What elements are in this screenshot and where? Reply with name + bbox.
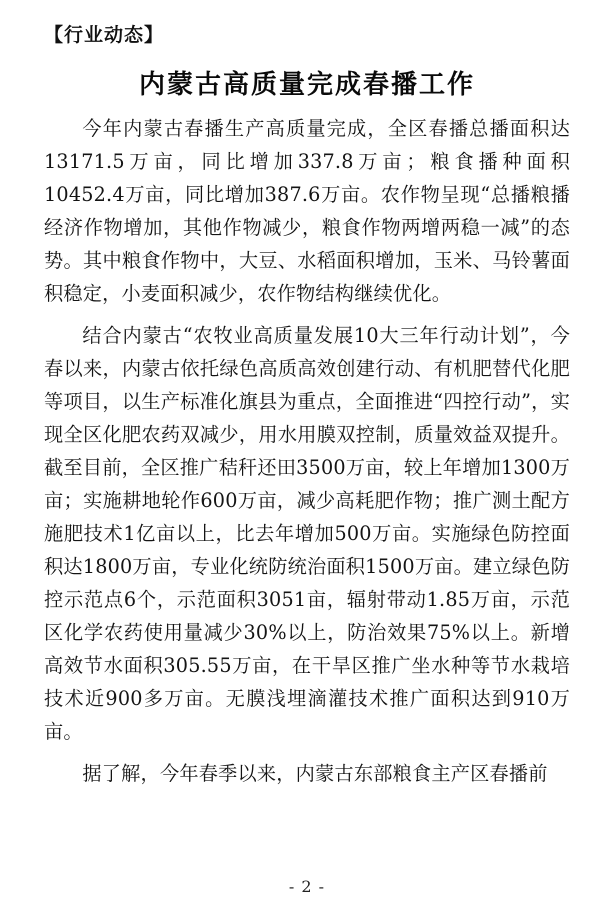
- paragraph: 今年内蒙古春播生产高质量完成，全区春播总播面积达13171.5万亩，同比增加337.8万亩；粮食播种面积10452.4万亩，同比增加387.6万亩。农作物呈现“总播粮播经济作物增加，其他作物减少，粮食作物两增两稳一减”的态势。其中粮食作物中，大豆、水稻面积增加，玉米、马铃薯面积稳定，小麦面积减少，农作物结构继续优化。: [44, 116, 570, 305]
- paragraph: 据了解，今年春季以来，内蒙古东部粮食主产区春播前: [82, 761, 548, 785]
- page-title: 内蒙古高质量完成春播工作: [138, 69, 475, 100]
- section-tag: 【行业动态】: [44, 24, 165, 46]
- page-number: - 2 -: [288, 877, 326, 896]
- article-body: [44, 112, 570, 790]
- paragraph: 结合内蒙古“农牧业高质量发展10大三年行动计划”，今春以来，内蒙古依托绿色高质高效创建行动、有机肥替代化肥等项目，以生产标准化旗县为重点，全面推进“四控行动”，实现全区化肥农药双减少，用水用膜双控制，质量效益双提升。截至目前，全区推广秸秆还田3500万亩，较上年增加1300万亩；实施耕地轮作600万亩，减少高耗肥作物；推广测土配方施肥技术1亿亩以上，比去年增加500万亩。实施绿色防控面积达1800万亩，专业化统防统治面积1500万亩。建立绿色防控示范点6个，示范面积3051亩，辐射带动1.85万亩，示范区化学农药使用量减少30%以上，防治效果75%以上。新增高效节水面积305.55万亩，在干旱区推广坐水种等节水栽培技术近900多万亩。无膜浅埋滴灌技术推广面积达到910万亩。: [44, 323, 570, 743]
